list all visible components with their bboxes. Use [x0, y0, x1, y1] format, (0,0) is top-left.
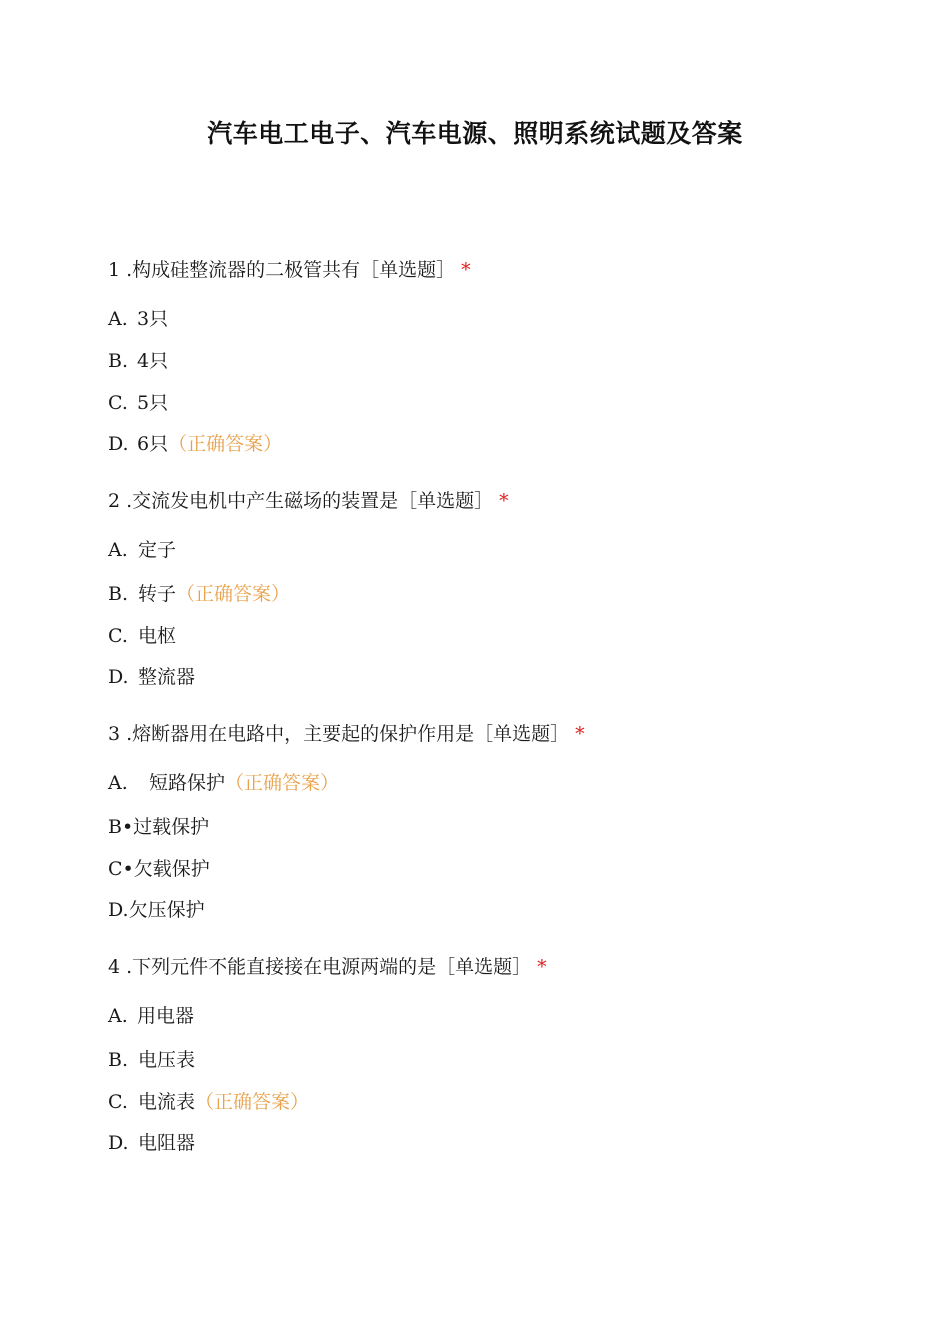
- option-letter: A.: [108, 308, 128, 330]
- question-text: 4 .下列元件不能直接接在电源两端的是［单选题］: [108, 956, 532, 978]
- option-letter: A.: [108, 1005, 128, 1027]
- option-text: 转子: [138, 583, 177, 605]
- option-letter: B.: [108, 583, 129, 605]
- question-2-option-c: [108, 621, 176, 648]
- option-letter: A.: [108, 772, 128, 794]
- question-3-option-d: [108, 895, 205, 922]
- question-text: 1 .构成硅整流器的二极管共有［单选题］: [108, 259, 456, 281]
- option-letter: B•: [108, 816, 134, 838]
- option-letter: C.: [108, 392, 128, 414]
- question-4-option-a: [108, 1001, 194, 1028]
- question-1-option-a: [108, 304, 168, 331]
- option-text: 5只: [137, 392, 169, 414]
- correct-answer-mark: （正确答案）: [195, 1091, 310, 1113]
- option-text: 4只: [137, 350, 169, 372]
- question-3-option-b: [108, 812, 209, 839]
- question-2-option-d: [108, 662, 195, 689]
- option-text: 短路保护: [149, 772, 226, 794]
- question-3-option-a: [108, 768, 339, 795]
- question-2-option-a: [108, 535, 176, 562]
- question-1-option-c: [108, 388, 168, 415]
- option-text: 过载保护: [133, 816, 210, 838]
- option-text: 用电器: [137, 1005, 195, 1027]
- question-text: 3 .熔断器用在电路中，主要起的保护作用是［单选题］: [108, 723, 570, 745]
- question-1-option-d: [108, 429, 282, 456]
- option-letter: C•: [108, 858, 134, 880]
- question-1-text: [108, 255, 471, 282]
- correct-answer-mark: （正确答案）: [176, 583, 291, 605]
- question-4-option-d: [108, 1128, 195, 1155]
- question-4-text: [108, 952, 547, 979]
- option-letter: D.: [108, 433, 129, 455]
- correct-answer-mark: （正确答案）: [225, 772, 340, 794]
- question-1-option-b: [108, 346, 168, 373]
- option-letter: B.: [108, 350, 129, 372]
- option-text: 整流器: [138, 666, 196, 688]
- option-text: 定子: [138, 539, 177, 561]
- option-text: 3只: [137, 308, 169, 330]
- question-3-option-c: [108, 854, 210, 881]
- question-2-text: [108, 486, 509, 513]
- option-letter: A.: [108, 539, 128, 561]
- required-star: *: [537, 956, 547, 978]
- question-4-option-c: [108, 1087, 309, 1114]
- question-text: 2 .交流发电机中产生磁场的装置是［单选题］: [108, 490, 494, 512]
- option-letter: C.: [108, 1091, 128, 1113]
- option-text: 电枢: [138, 625, 177, 647]
- option-letter: B.: [108, 1049, 129, 1071]
- question-4-option-b: [108, 1045, 195, 1072]
- option-letter: C.: [108, 625, 128, 647]
- option-text: 电流表: [138, 1091, 196, 1113]
- option-text: 6只: [137, 433, 169, 455]
- correct-answer-mark: （正确答案）: [168, 433, 283, 455]
- option-text: 欠载保护: [133, 858, 210, 880]
- option-text: 电阻器: [138, 1132, 196, 1154]
- option-text: 欠压保护: [128, 899, 205, 921]
- option-text: 电压表: [138, 1049, 196, 1071]
- option-letter: D.: [108, 666, 129, 688]
- question-3-text: [108, 719, 585, 746]
- option-letter: D.: [108, 1132, 129, 1154]
- required-star: *: [575, 723, 585, 745]
- required-star: *: [461, 259, 471, 281]
- question-2-option-b: [108, 579, 290, 606]
- document-title: 汽车电工电子、汽车电源、照明系统试题及答案: [207, 119, 743, 148]
- required-star: *: [499, 490, 509, 512]
- option-letter: D.: [108, 899, 129, 921]
